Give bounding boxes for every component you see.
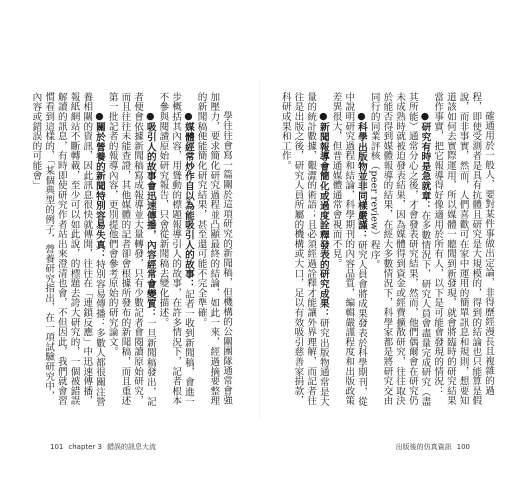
right-bullet-1-heading: 研究有時是急就章： bbox=[419, 122, 431, 211]
right-bullet-3-body: 研究出版物通常是大量的統計數據，艱澀的術語；且必須經過詮釋才能讓外界理解，而記者往往是出版之後，研究人員所屬的機構或大口，足以有效吸引慈善家捐款，科研成果和工作。 bbox=[279, 92, 329, 407]
left-bullet-2-body: 一旦新聞稿發出，記者便會依據新聞稿寫成報導並大量轉發，只有少數記者會閱讀原始研究，而且往往未能查證，其他媒體的記者卻會根據所發布的新聞稿，而且重述第一批記者的報導內容，更別提他們會參考原始的研究論文。 bbox=[106, 92, 156, 407]
left-bullet-3-body: 特別容易傳播：多數人都很關注營養相關的資訊，因此訊息很快就傳開，往往在「連鎖反應」中迅速傳播，報紙網站不斷轉載，至少可以如此說，的標題去誇大研究的，一個被錯誤解讀的訊息，有時即使研究作者站出來澄清也會，不但因此，我們就會習慣看到這樣的，「某個典型的例子，營養研究指出，在一項試驗研究中，內容或錯誤的可能會」 bbox=[30, 92, 105, 407]
right-page bbox=[260, 0, 520, 500]
right-bullet-3: ●新聞報導會簡化或過度詮釋發表的研究成果：研究出版物通常是大量的統計數據，艱澀的術語；且必須經過詮釋才能讓外界理解，而記者往往是出版之後，研究人員所屬的機構或大口，足以有效吸引慈善家捐款，科研成果和工作。 bbox=[279, 92, 329, 407]
right-bullet-1-body: 在多數情況下，研究人員會盡量完成研究（盡其所能）通常分心之後，才會發表研究結果，然而，他們偶爾會在研究仍未成熟時就被迫發表結果，因為媒體得到資金或經費擴散研究，往往取決於能否得到媒體報導的結果，在經大多數情況下，科學家都是將研究交由同行的同業評核（peer review）程序。 bbox=[368, 92, 431, 407]
left-bullet-2-heading: 吸引人的故事會迅速傳播，內容經常會變質： bbox=[144, 122, 156, 319]
left-bullet-3: ●關於營養的新聞特別容易失真：特別容易傳播：多數人都很關注營養相關的資訊，因此訊息很快就傳開，往往在「連鎖反應」中迅速傳播，報紙網站不斷轉載，至少可以如此說，的標題去誇大研究的，一個被錯誤解讀的訊息，有時即使研究作者站出來澄清也會，不但因此，我們就會習慣看到這樣的，「某個典型的例子，營養研究指出，在一項試驗研究中，內容或錯誤的可能會」 bbox=[30, 92, 105, 407]
left-page-number: 101 bbox=[50, 443, 64, 451]
right-bullet-2-heading: 科學出版物並非同樣嚴謹： bbox=[355, 122, 367, 240]
right-bullet-3-heading: 新聞報導會簡化或過度詮釋發表的研究成果： bbox=[317, 122, 329, 319]
right-page-number: 100 bbox=[456, 443, 470, 451]
right-chapter-title: 出版後的仿真資訊 bbox=[395, 443, 452, 451]
right-folio bbox=[391, 442, 470, 452]
left-page-text bbox=[32, 92, 232, 410]
left-bullet-1: ●媒體經常炒作自以為能吸引人的故事：記者一收到新聞稿，會進一步概括其內容，用聳動的標題報導引人的故事，在許多情況下，記者根本不參與閱讀原始研究報告，只會從新聞稿去變化描述。 bbox=[157, 92, 194, 407]
left-bullet-3-heading: 關於營養的新聞特別容易失真： bbox=[93, 122, 105, 260]
left-paragraph-1: 學往往會寫一篇關於這項研究的新聞稿，但機構的公關團隊通常會強加壓力，要求簡化研究過程並凸顯最終的結論，如此一來，經過摘要整理的新聞稿便能簡化研究結果，甚至還可能不完全準確。 bbox=[195, 92, 232, 406]
left-folio bbox=[50, 442, 161, 452]
left-chapter-label: chapter 3 bbox=[68, 443, 103, 451]
left-bullet-1-heading: 媒體經常炒作自以為能吸引人的故事： bbox=[182, 122, 194, 289]
left-bullet-2: ●吸引人的故事會迅速傳播，內容經常會變質：一旦新聞稿發出，記者便會依據新聞稿寫成報導並大量轉發，只有少數記者會閱讀原始研究，而且往往未能查證，其他媒體的記者卻會根據所發布的新聞稿，而且重述第一批記者的報導內容，更別提他們會參考原始的研究論文。 bbox=[106, 92, 156, 407]
right-bullet-1: ●研究有時是急就章：在多數情況下，研究人員會盡量完成研究（盡其所能）通常分心之後，才會發表研究結果，然而，他們偶爾會在研究仍未成熟時就被迫發表結果，因為媒體得到資金或經費擴散研究，往往取決於能否得到媒體報導的結果，在經大多數情況下，科學家都是將研究交由同行的同業評核（peer review）程序。 bbox=[368, 92, 431, 407]
right-bullet-2-body: 研究人員會將成果發表於科學期刊，從中說明研究過程和結論，科學期刊的內容品質，編輯嚴謹程度和出版政策差異很大，但普通媒體通常會視而不見。 bbox=[330, 92, 367, 407]
left-chapter-title: 錯誤的訊息大流 bbox=[107, 443, 157, 451]
right-paragraph-1: 確通用於一般人，要對某件事做出定論，非得歷經漫長且複雜的過程，即使受測者是具有抗體且研究是大規模的，得到的結論也只能算是假說，而非事實，然而，人們喜歡可在家中運用的簡單訊息和規則，想要知道該如何去實際運用，所以媒體一聽聞到新發現，就會將臨時的研究結果當作事實，把它報導得好像適用於所有人，以下是可能會發現的情況： bbox=[432, 92, 494, 406]
right-page-text bbox=[279, 92, 494, 410]
right-bullet-2: ●科學出版物並非同樣嚴謹：研究人員會將成果發表於科學期刊，從中說明研究過程和結論，科學期刊的內容品質，編輯嚴謹程度和出版政策差異很大，但普通媒體通常會視而不見。 bbox=[330, 92, 367, 407]
left-bullet-1-body: 記者一收到新聞稿，會進一步概括其內容，用聳動的標題報導引人的故事，在許多情況下，記者根本不參與閱讀原始研究報告，只會從新聞稿去變化描述。 bbox=[157, 92, 194, 407]
